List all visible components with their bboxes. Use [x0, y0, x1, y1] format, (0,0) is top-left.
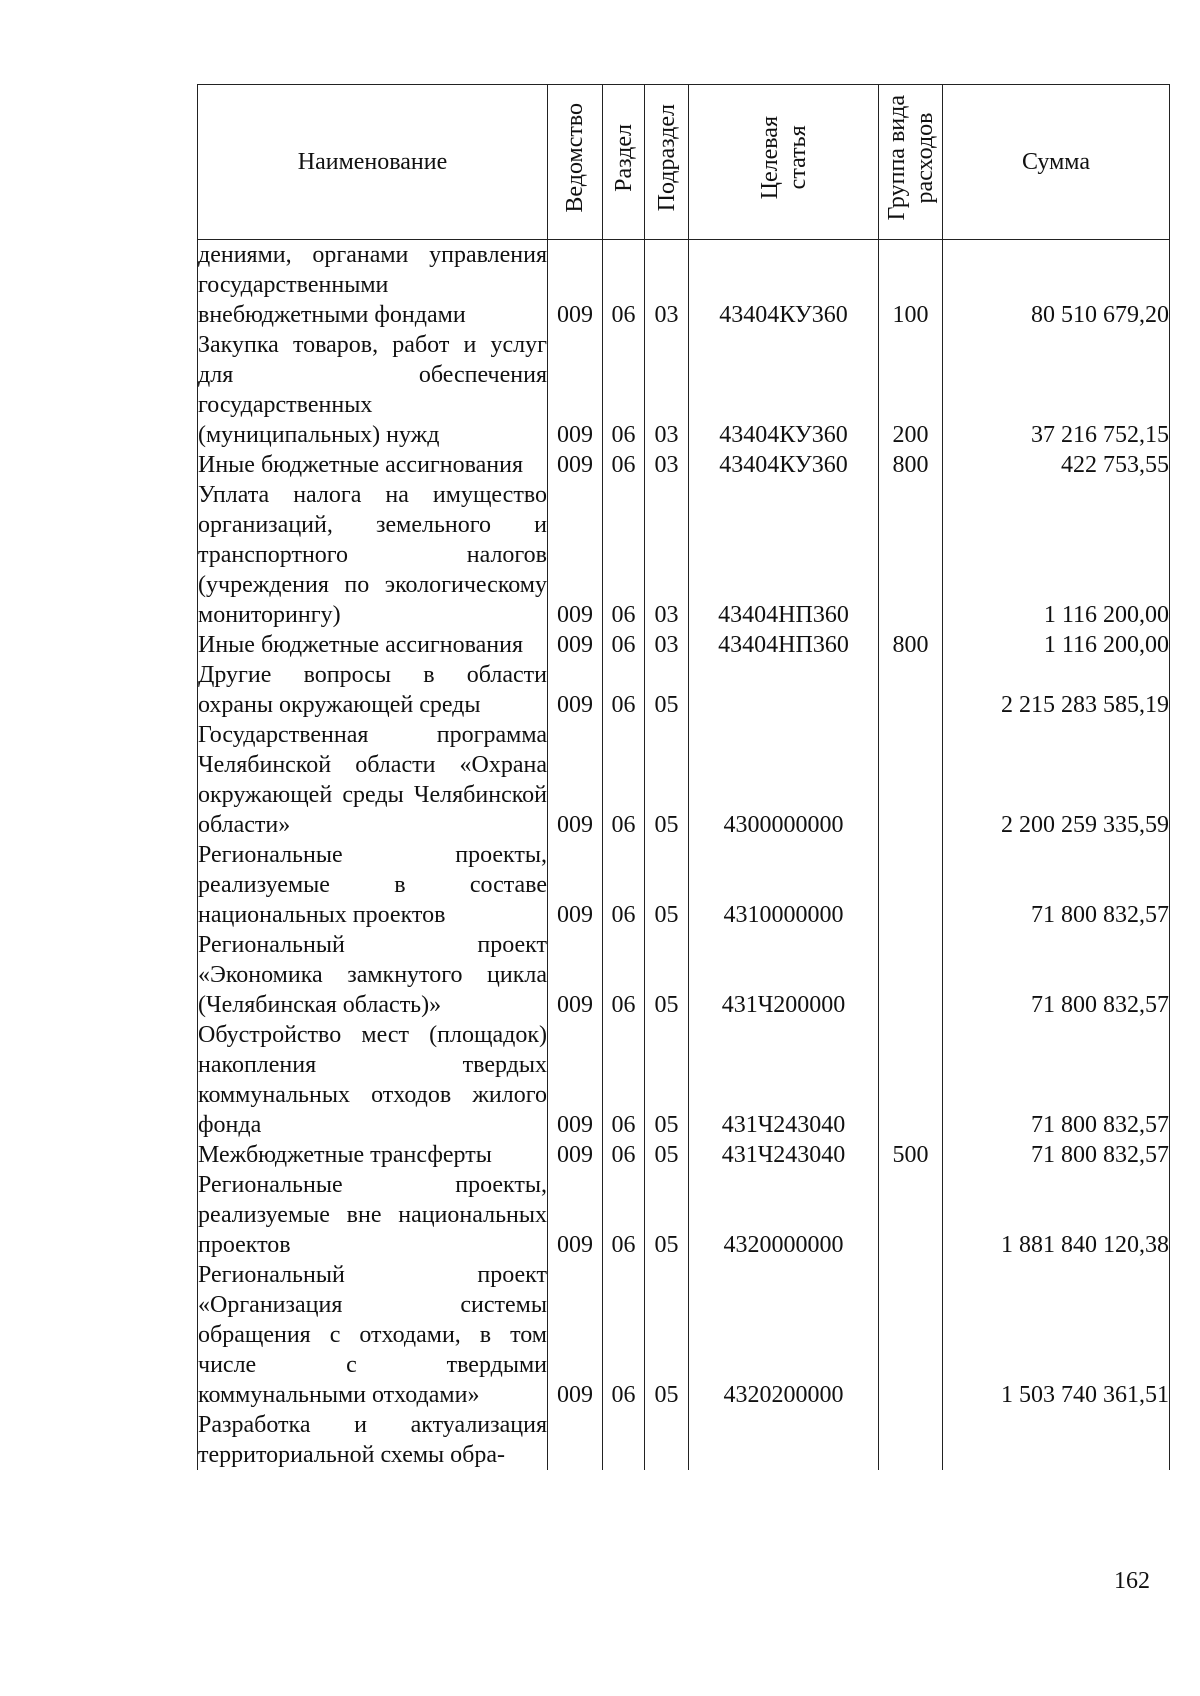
cell-name: Разработка и актуализация территориальной схемы обра- [198, 1412, 547, 1468]
cell-razdel: 06 [603, 630, 645, 660]
cell-summa: 71 800 832,57 [943, 840, 1170, 930]
cell-vedomstvo [548, 1410, 603, 1470]
cell-vedomstvo: 009 [548, 1170, 603, 1260]
budget-table [197, 84, 1170, 1470]
cell-name: Межбюджетные трансферты [198, 1140, 548, 1170]
cell-summa: 2 200 259 335,59 [943, 720, 1170, 840]
table-row [198, 1170, 1170, 1260]
cell-summa: 1 116 200,00 [943, 480, 1170, 630]
cell-podrazdel: 03 [645, 630, 689, 660]
cell-celevaya-statya: 43404НП360 [689, 630, 879, 660]
cell-razdel: 06 [603, 660, 645, 720]
cell-vedomstvo: 009 [548, 330, 603, 450]
cell-podrazdel: 05 [645, 720, 689, 840]
cell-vedomstvo: 009 [548, 480, 603, 630]
cell-name: Обустройство мест (площадок) накопления твердых коммунальных отходов жилого фонда [198, 1022, 547, 1138]
cell-razdel: 06 [603, 720, 645, 840]
cell-gruppa [879, 840, 943, 930]
table-row [198, 660, 1170, 720]
cell-celevaya-statya: 4310000000 [689, 840, 879, 930]
table-row [198, 480, 1170, 630]
table-row [198, 930, 1170, 1020]
cell-vedomstvo: 009 [548, 930, 603, 1020]
cell-celevaya-statya: 43404КУ360 [689, 450, 879, 480]
cell-gruppa: 800 [879, 450, 943, 480]
cell-celevaya-statya: 4320000000 [689, 1170, 879, 1260]
cell-razdel: 06 [603, 1140, 645, 1170]
cell-summa [943, 1410, 1170, 1470]
table-row [198, 1140, 1170, 1170]
cell-podrazdel: 05 [645, 840, 689, 930]
header-gruppa-vida-rashodov: Группа вида расходов [879, 85, 943, 240]
cell-vedomstvo: 009 [548, 660, 603, 720]
cell-gruppa [879, 1260, 943, 1410]
cell-name: Иные бюджетные ассигнования [198, 630, 548, 660]
cell-gruppa [879, 480, 943, 630]
cell-vedomstvo: 009 [548, 1260, 603, 1410]
header-name: Наименование [198, 85, 548, 240]
table-row [198, 1260, 1170, 1410]
cell-name: Региональные проекты, реализуемые вне национальных проектов [198, 1172, 547, 1258]
cell-gruppa [879, 1410, 943, 1470]
cell-celevaya-statya: 4300000000 [689, 720, 879, 840]
cell-summa: 1 881 840 120,38 [943, 1170, 1170, 1260]
table-row [198, 1020, 1170, 1140]
cell-summa: 37 216 752,15 [943, 330, 1170, 450]
cell-podrazdel: 05 [645, 930, 689, 1020]
cell-name: Региональный проект «Организация системы обращения с отходами, в том числе с твердыми коммунальными отходами» [198, 1262, 547, 1408]
cell-gruppa [879, 1020, 943, 1140]
cell-celevaya-statya: 43404НП360 [689, 480, 879, 630]
cell-gruppa [879, 930, 943, 1020]
cell-razdel: 06 [603, 450, 645, 480]
header-celevaya-statya: Целевая статья [689, 85, 879, 240]
cell-celevaya-statya: 43404КУ360 [689, 240, 879, 331]
header-podrazdel: Подраздел [645, 85, 689, 240]
cell-podrazdel [645, 1410, 689, 1470]
cell-podrazdel: 05 [645, 1170, 689, 1260]
cell-podrazdel: 05 [645, 1020, 689, 1140]
cell-celevaya-statya [689, 1410, 879, 1470]
table-row [198, 240, 1170, 331]
cell-razdel: 06 [603, 840, 645, 930]
cell-name: Государственная программа Челябинской области «Охрана окружающей среды Челябинской области» [198, 722, 547, 838]
cell-name: Региональный проект «Экономика замкнутого цикла (Челябинская область)» [198, 932, 547, 1018]
cell-summa: 71 800 832,57 [943, 1020, 1170, 1140]
cell-celevaya-statya: 431Ч243040 [689, 1020, 879, 1140]
cell-podrazdel: 05 [645, 660, 689, 720]
cell-name: Другие вопросы в области охраны окружающей среды [198, 662, 547, 718]
table-row [198, 630, 1170, 660]
page-number: 162 [1114, 1568, 1150, 1594]
cell-razdel: 06 [603, 330, 645, 450]
cell-vedomstvo: 009 [548, 840, 603, 930]
cell-gruppa: 800 [879, 630, 943, 660]
cell-podrazdel: 03 [645, 450, 689, 480]
cell-podrazdel: 03 [645, 330, 689, 450]
table-header-row [198, 85, 1170, 240]
cell-summa: 1 116 200,00 [943, 630, 1170, 660]
table-body [198, 240, 1170, 1471]
table-row [198, 840, 1170, 930]
cell-name: Уплата налога на имущество организаций, земельного и транспортного налогов (учреждения по экологическому мониторингу) [198, 482, 547, 628]
cell-gruppa: 100 [879, 240, 943, 331]
cell-gruppa [879, 660, 943, 720]
header-summa: Сумма [943, 85, 1170, 240]
table-row [198, 330, 1170, 450]
cell-name: Региональные проекты, реализуемые в составе национальных проектов [198, 842, 547, 928]
cell-celevaya-statya: 4320200000 [689, 1260, 879, 1410]
cell-name: Закупка товаров, работ и услуг для обеспечения государственных (муниципальных) нужд [198, 332, 547, 448]
header-vedomstvo: Ведомство [548, 85, 603, 240]
cell-summa: 80 510 679,20 [943, 240, 1170, 331]
cell-razdel: 06 [603, 1020, 645, 1140]
cell-podrazdel: 05 [645, 1140, 689, 1170]
cell-summa: 71 800 832,57 [943, 930, 1170, 1020]
cell-razdel: 06 [603, 480, 645, 630]
cell-celevaya-statya [689, 660, 879, 720]
table-row [198, 1410, 1170, 1470]
cell-gruppa: 200 [879, 330, 943, 450]
cell-summa: 2 215 283 585,19 [943, 660, 1170, 720]
cell-gruppa: 500 [879, 1140, 943, 1170]
cell-celevaya-statya: 43404КУ360 [689, 330, 879, 450]
cell-razdel: 06 [603, 1260, 645, 1410]
header-razdel: Раздел [603, 85, 645, 240]
cell-podrazdel: 03 [645, 480, 689, 630]
cell-razdel: 06 [603, 930, 645, 1020]
cell-celevaya-statya: 431Ч200000 [689, 930, 879, 1020]
cell-vedomstvo: 009 [548, 720, 603, 840]
cell-vedomstvo: 009 [548, 1140, 603, 1170]
cell-name: Иные бюджетные ассигнования [198, 450, 548, 480]
cell-summa: 422 753,55 [943, 450, 1170, 480]
table-row [198, 450, 1170, 480]
cell-gruppa [879, 720, 943, 840]
cell-summa: 1 503 740 361,51 [943, 1260, 1170, 1410]
cell-razdel: 06 [603, 1170, 645, 1260]
cell-podrazdel: 05 [645, 1260, 689, 1410]
cell-podrazdel: 03 [645, 240, 689, 331]
cell-razdel: 06 [603, 240, 645, 331]
cell-summa: 71 800 832,57 [943, 1140, 1170, 1170]
cell-vedomstvo: 009 [548, 240, 603, 331]
cell-vedomstvo: 009 [548, 1020, 603, 1140]
cell-razdel [603, 1410, 645, 1470]
cell-celevaya-statya: 431Ч243040 [689, 1140, 879, 1170]
cell-vedomstvo: 009 [548, 630, 603, 660]
cell-name: дениями, органами управления государственными внебюджетными фондами [198, 240, 548, 331]
cell-gruppa [879, 1170, 943, 1260]
cell-vedomstvo: 009 [548, 450, 603, 480]
table-row [198, 720, 1170, 840]
